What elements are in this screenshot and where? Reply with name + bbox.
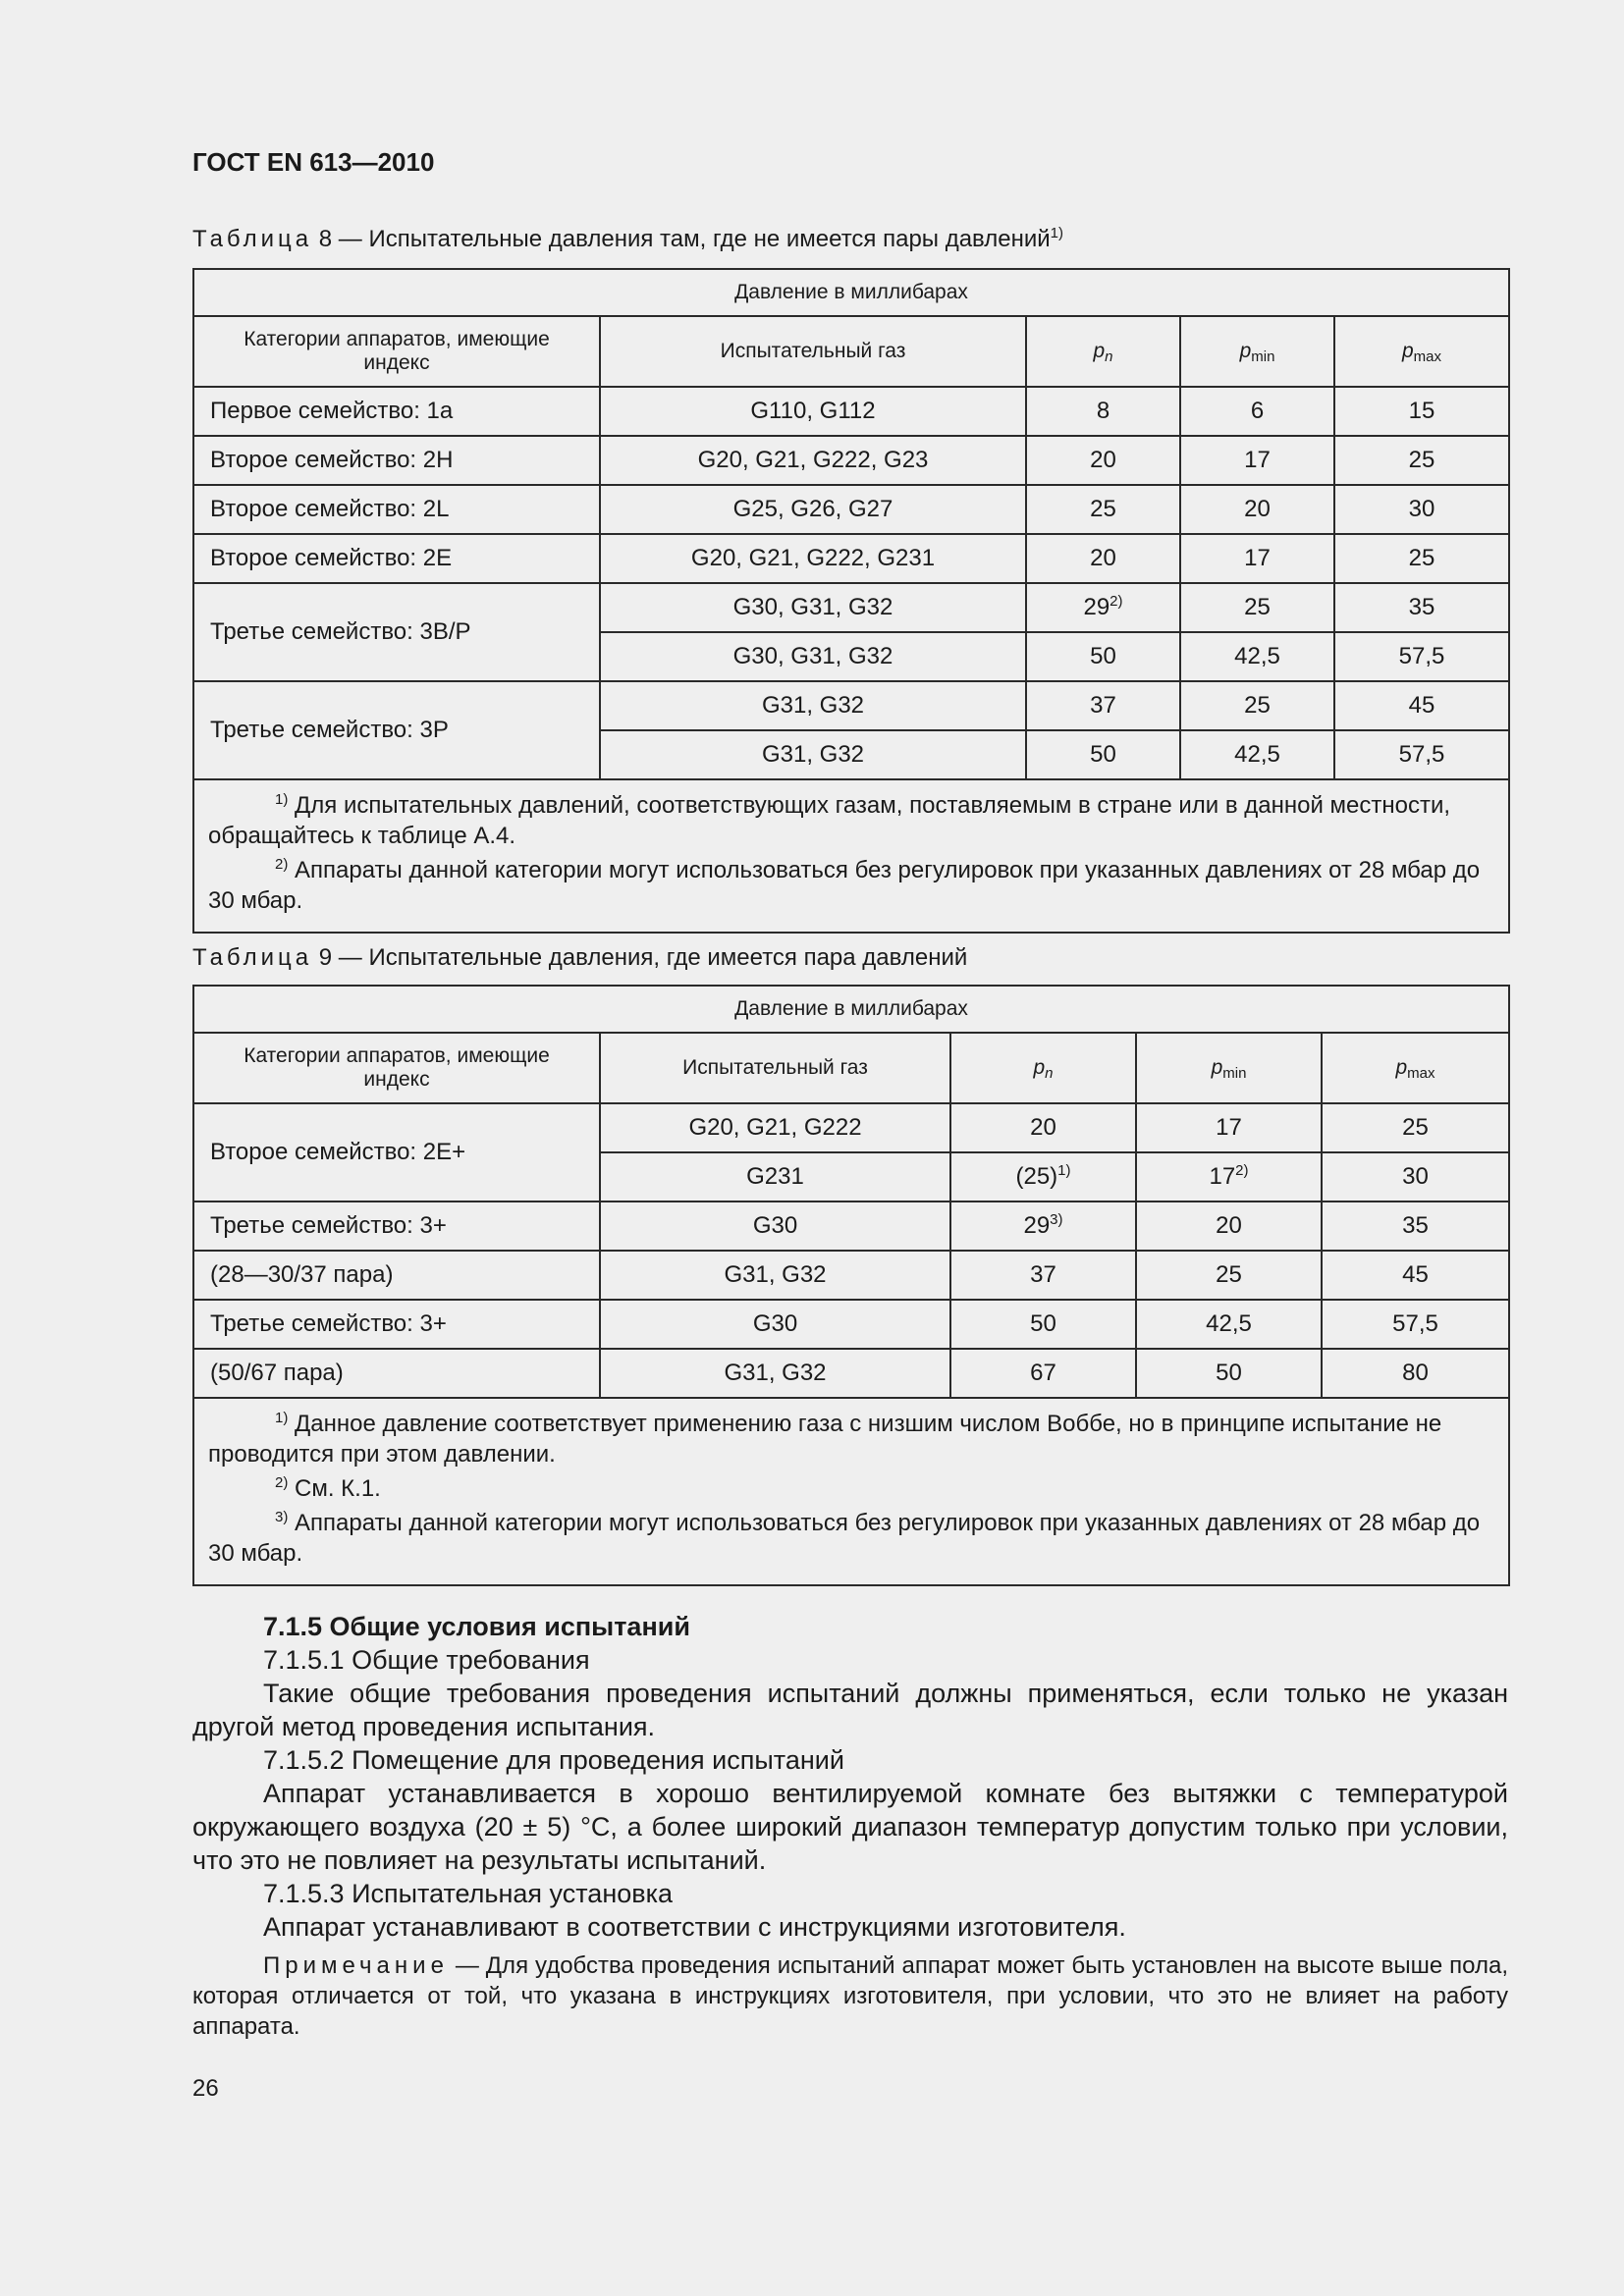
section-heading: 7.1.5 Общие условия испытаний	[263, 1612, 690, 1641]
table9-footnotes	[193, 1398, 1509, 1585]
table-row: Второе семейство: 2E+ G20, G21, G222 20 17 25	[193, 1103, 1509, 1152]
table9-caption-text: 9 — Испытательные давления, где имеется пара давлений	[318, 944, 968, 971]
table-row: Третье семейство: 3+ G30 50 42,5 57,5	[193, 1300, 1509, 1349]
footnote: $^{2)}$ См. К.1.	[275, 1474, 381, 1502]
table8-col-pmax: $p_{max}$	[1334, 316, 1509, 387]
table9-caption	[192, 944, 967, 972]
table-row: Второе семейство: 2E G20, G21, G222, G231 20 17 25	[193, 534, 1509, 583]
table9-caption-word: Таблица	[192, 944, 313, 971]
table8-col-category: Категории аппаратов, имеющие индекс	[193, 316, 600, 387]
footnote: $^{1)}$ Данное давление соответствует применению газа с низшим числом Воббе, но в принципе испытание не проводится при этом давлении.	[208, 1410, 1442, 1468]
table9	[192, 985, 1510, 1586]
section-body	[192, 1610, 1508, 1944]
table8-caption-text: 8 — Испытательные давления там, где не имеется пары давлений	[318, 226, 1051, 252]
table9-col-gas: Испытательный газ	[600, 1033, 950, 1103]
table-row: G30, G31, G32 50 42,5 57,5	[193, 632, 1509, 681]
subsection-heading: 7.1.5.2 Помещение для проведения испытаний	[263, 1745, 844, 1775]
footnote: $^{3)}$ Аппараты данной категории могут использоваться без регулировок при указанных давлениях от 28 мбар до 30 мбар.	[208, 1509, 1481, 1567]
table9-col-category: Категории аппаратов, имеющие индекс	[193, 1033, 600, 1103]
table-row: Третье семейство: 3B/P G30, G31, G32 29$^{2)}$ 25 35	[193, 583, 1509, 632]
table-row: (28—30/37 пара) G31, G32 37 25 45	[193, 1251, 1509, 1300]
paragraph: Такие общие требования проведения испытаний должны применяться, если только не указан другой метод проведения испытания.	[192, 1679, 1508, 1741]
table9-col-pmin: $p_{min}$	[1136, 1033, 1322, 1103]
page-number: 26	[192, 2075, 219, 2102]
table9-col-pn: $p_n$	[950, 1033, 1136, 1103]
table8-footnotes	[193, 779, 1509, 933]
paragraph: Аппарат устанавливают в соответствии с инструкциями изготовителя.	[263, 1912, 1126, 1942]
table8-col-pmin: $p_{min}$	[1180, 316, 1334, 387]
table8-caption-sup: 1)	[1050, 225, 1064, 241]
note-label: Примечание	[263, 1952, 449, 1979]
footnote: $^{1)}$ Для испытательных давлений, соответствующих газам, поставляемым в стране или в данной местности, обращайтесь к таблице А.4.	[208, 791, 1451, 849]
table8-group-header: Давление в миллибарах	[193, 269, 1509, 316]
table8	[192, 268, 1510, 934]
table-row: Третье семейство: 3P G31, G32 37 25 45	[193, 681, 1509, 730]
subsection-heading: 7.1.5.3 Испытательная установка	[263, 1879, 674, 1908]
table8-caption	[192, 226, 1063, 253]
table-row: Второе семейство: 2H G20, G21, G222, G23 20 17 25	[193, 436, 1509, 485]
note	[192, 1950, 1508, 2042]
document-header: ГОСТ EN 613—2010	[192, 147, 435, 177]
note-text: — Для удобства проведения испытаний аппарат может быть установлен на высоте выше пола, которая отличается от той, что указана в инструкциях изготовителя, при условии, что это не влияет на работу аппарата.	[192, 1952, 1508, 2040]
table-row: Первое семейство: 1a G110, G112 8 6 15	[193, 387, 1509, 436]
subsection-heading: 7.1.5.1 Общие требования	[263, 1645, 590, 1675]
footnote: $^{2)}$ Аппараты данной категории могут использоваться без регулировок при указанных давлениях от 28 мбар до 30 мбар.	[208, 856, 1481, 914]
paragraph: Аппарат устанавливается в хорошо вентилируемой комнате без вытяжки с температурой окружающего воздуха (20 ± 5) °С, а более широкий диапазон температур допустим только при условии, что это не повлияет на результаты испытаний.	[192, 1779, 1508, 1875]
table-row: G231 $(25)^{1)}$ 17$^{2)}$ 30	[193, 1152, 1509, 1201]
table9-group-header: Давление в миллибарах	[193, 986, 1509, 1033]
table-row: G31, G32 50 42,5 57,5	[193, 730, 1509, 779]
table-row: Третье семейство: 3+ G30 29$^{3)}$ 20 35	[193, 1201, 1509, 1251]
table8-col-gas: Испытательный газ	[600, 316, 1026, 387]
table8-col-pn: $p_n$	[1026, 316, 1180, 387]
table-row: Второе семейство: 2L G25, G26, G27 25 20 30	[193, 485, 1509, 534]
table8-caption-word: Таблица	[192, 226, 313, 252]
table9-col-pmax: $p_{max}$	[1322, 1033, 1509, 1103]
table-row: (50/67 пара) G31, G32 67 50 80	[193, 1349, 1509, 1398]
